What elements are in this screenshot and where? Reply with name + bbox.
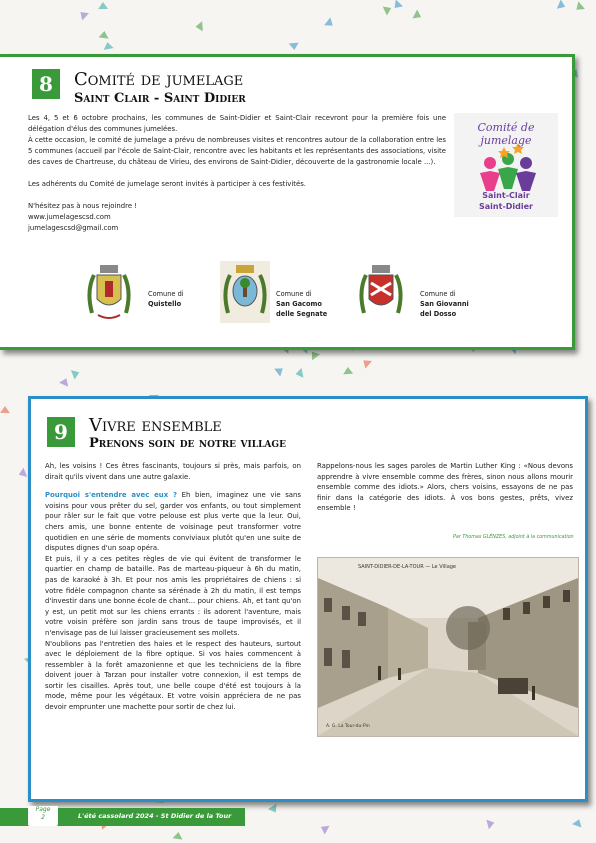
jumelage-body [28, 113, 446, 234]
commune-name: San Giovanni del Dosso [420, 300, 469, 318]
village-postcard-photo [317, 557, 579, 737]
postcard-caption-bottom: A. G. La Tour-du-Pin [326, 724, 370, 729]
jumelage-paragraph: Les 4, 5 et 6 octobre prochains, les communes de Saint-Didier et Saint-Clair recevront pour la première fois une délégation d'élus des communes jumelées. [28, 114, 446, 133]
lead-question: Pourquoi s'entendre avec eux ? [45, 491, 177, 500]
confetti-triangle [195, 21, 203, 31]
commune-prefix: Comune di [276, 290, 312, 298]
paragraph-3: N'oublions pas l'entretien des haies et le respect des hauteurs, surtout avec le déploiement de la fibre optique. Si vos haies commencent à ressembler à la forêt amazonienne et que les techniciens de la fibre doivent jouer à Tarzan pour installer votre connexion, il est temps de sortir les cisailles. Après tout, une belle coupe d'été est toujours à la mode, même pour les végétaux. Et votre voisin appréciera de ne pas devoir emprunter une machette pour sortir de chez lui. [45, 639, 301, 712]
commune-prefix: Comune di [148, 290, 184, 298]
jumelage-paragraph: À cette occasion, le comité de jumelage a prévu de nombreuses visites et rencontres autour de la collaboration entre les 5 communes (accueil par l'école de Saint-Clair, rencontre avec les habitants et les représentants des associations, visite des caves de Chartreuse, du château de Virieu, des environs de Saint-Didier, découverte de la gastronomie locale ...). [28, 136, 446, 166]
confetti-triangle [0, 406, 10, 413]
page-number: 2 [41, 814, 45, 821]
confetti-triangle [268, 803, 280, 814]
intro-paragraph: Ah, les voisins ! Ces êtres fascinants, toujours si près, mais parfois, on dirait qu'ils vivent dans une autre galaxie. [45, 462, 301, 481]
logo-text-saint-clair: Saint-Clair [482, 191, 530, 200]
jumelage-logo [454, 113, 558, 217]
page-label: Page [35, 806, 51, 813]
website-link[interactable]: www.jumelagescsd.com [28, 213, 111, 221]
confetti-triangle [17, 467, 27, 479]
confetti-triangle [557, 0, 567, 11]
vivre-ensemble-title: Vivre ensemble [89, 415, 222, 436]
confetti-triangle [103, 41, 114, 50]
jumelage-paragraph [28, 190, 446, 201]
paragraph-2: Et puis, il y a ces petites règles de vie qui évitent de transformer le quartier en champ de bataille. Pas de marteau-piqueur à 6h du matin, pas de karaoké à 3h. Et pour nos amis les propriétaires de chiens : si votre fidèle compagnon chante sa sérénade à 2h du matin, il est temps d'investir dans une bonne école de chant... pour chiens. Ah, et tant qu'on y est, un petit mot sur les chiens errants : ils adorent l'aventure, mais votre voisin préfère son jardin sans trous de taupe improvisés, et il n'envisage pas de lui laisser gracieusement ses mollets. [45, 554, 301, 637]
confetti-triangle [59, 376, 71, 386]
postcard-caption-top: SAINT-DIDIER-DE-LA-TOUR — Le Village [358, 564, 457, 570]
confetti-triangle [391, 0, 403, 12]
section-number-8: 8 [32, 69, 60, 99]
email-link[interactable]: jumelagescsd@gmail.com [28, 224, 119, 232]
spacer [45, 482, 301, 490]
commune-prefix: Comune di [420, 290, 456, 298]
quistello-crest [84, 261, 134, 323]
footer-text: L'été cassolard 2024 - St Didier de la Tour [78, 812, 232, 820]
san-giovanni-crest [356, 261, 406, 323]
paragraph-1 [45, 490, 301, 554]
left-column [45, 461, 301, 713]
page-number-tab [28, 806, 58, 826]
confetti-triangle [308, 349, 320, 361]
commune-label-quistello [148, 289, 184, 309]
commune-label-san-giacomo [276, 289, 336, 319]
confetti-triangle [572, 818, 584, 828]
confetti-triangle [289, 43, 300, 51]
jumelage-card [0, 54, 575, 350]
san-giacomo-crest [220, 261, 270, 323]
confetti-triangle [486, 818, 495, 829]
confetti-triangle [77, 8, 89, 20]
right-column [317, 461, 573, 514]
confetti-triangle [274, 365, 286, 377]
mlk-quote-paragraph: Rappelons-nous les sages paroles de Martin Luther King : «Nous devons apprendre à vivre ensemble comme des frères, sinon nous allons mourir ensemble comme des idiots.» Alors, chers voisins, essayons de ne pas finir dans la catégorie des idiots. À vos bons gestes, prêts, vivez ensemble ! [317, 462, 573, 513]
vivre-ensemble-card [28, 396, 588, 802]
commune-name: San Gacomo delle Segnate [276, 300, 328, 318]
confetti-triangle [573, 2, 585, 14]
commune-name: Quistello [148, 300, 182, 308]
jumelage-subtitle: Saint Clair - Saint Didier [74, 91, 246, 106]
logo-text-top: Comité de jumelage [477, 121, 535, 147]
author-credit: Par Thomas GLÉNZES, adjoint à la communication [453, 535, 574, 540]
section-number-9: 9 [47, 417, 75, 447]
confetti-triangle [172, 831, 183, 839]
confetti-triangle [324, 17, 336, 29]
confetti-triangle [319, 822, 330, 834]
confetti-triangle [98, 31, 109, 39]
jumelage-paragraph: Les adhérents du Comité de jumelage seront invités à participer à ces festivités. [28, 180, 306, 188]
confetti-triangle [71, 368, 81, 380]
jumelage-title: Comité de jumelage [74, 69, 244, 90]
commune-label-san-giovanni [420, 289, 480, 319]
vivre-ensemble-subtitle: Prenons soin de notre village [89, 436, 286, 451]
logo-text-saint-didier: Saint-Didier [479, 202, 533, 211]
jumelage-paragraph: N'hésitez pas à nous rejoindre ! [28, 202, 138, 210]
confetti-triangle [295, 368, 304, 379]
paragraph-1-text: Eh bien, imaginez une vie sans voisins pour vous prêter du sel, garder vos enfants, ou tout simplement pour râler sur le fait que votre pelouse est plus verte que la leur. Oui, chers amis, une bonne entente de voisinage peut transformer votre quotidien en une série de moments conviviaux plutôt qu'en une suite de disputes dignes d'un soap opéra. [45, 491, 301, 553]
confetti-triangle [412, 10, 423, 22]
confetti-triangle [98, 2, 108, 9]
jumelage-paragraph [28, 168, 446, 179]
confetti-triangle [360, 357, 372, 369]
confetti-triangle [343, 367, 353, 375]
